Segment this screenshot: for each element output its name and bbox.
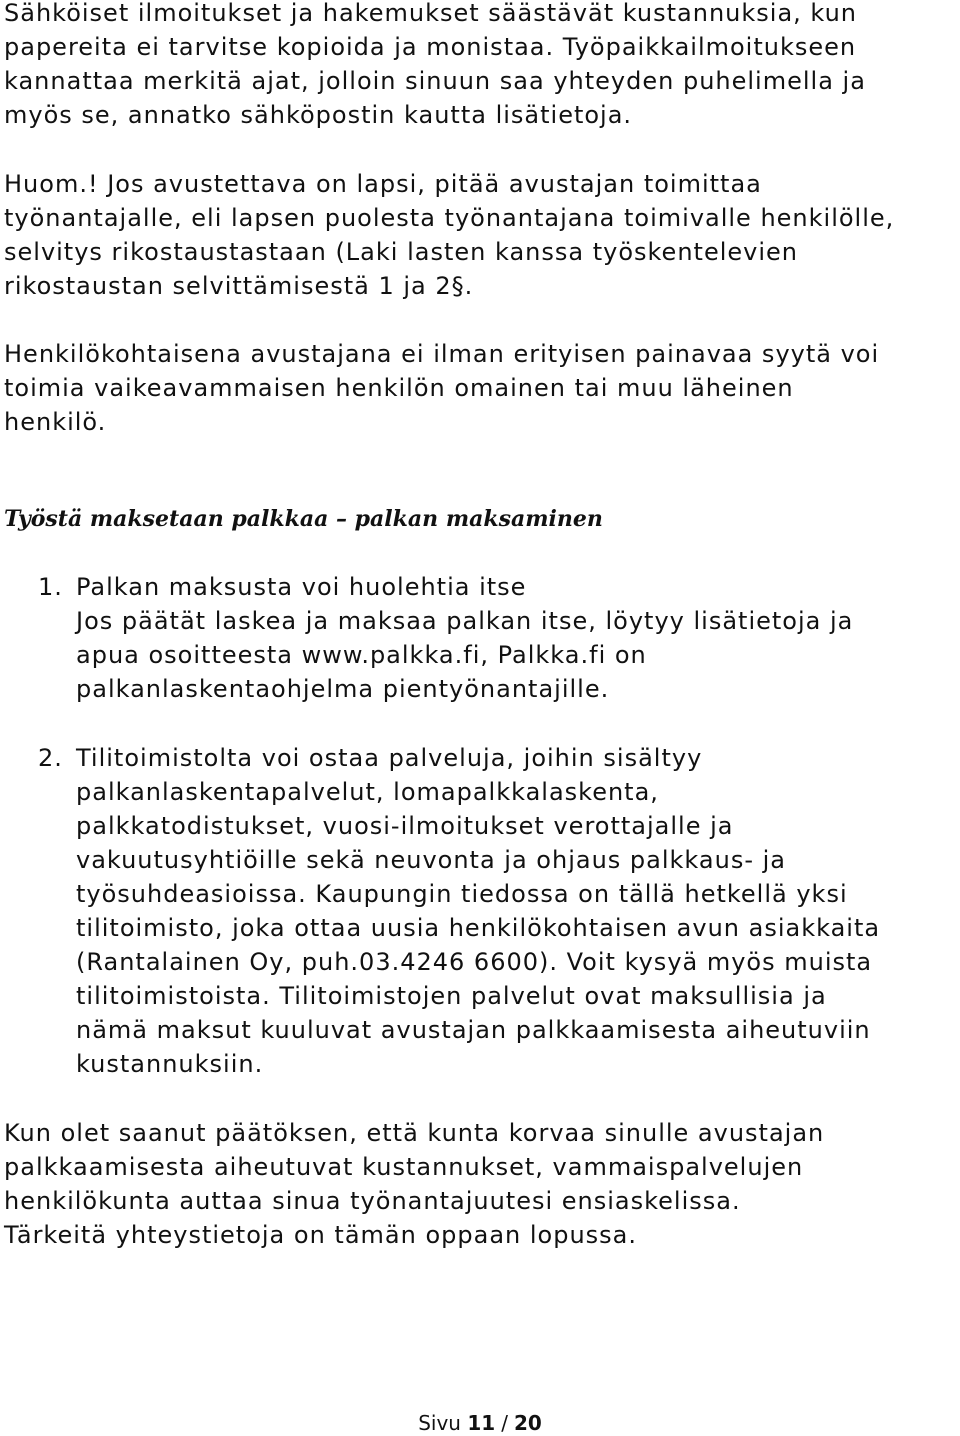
page-separator: /: [501, 1411, 508, 1435]
page-footer: [0, 1410, 960, 1436]
list-item-number: 1.: [38, 573, 63, 601]
list-item-text: Palkan maksusta voi huolehtia itse Jos päätät laskea ja maksaa palkan itse, löytyy lisätietoja ja apua osoitteesta www.palkka.fi, Palkka.fi on palkanlaskentaohjelma pientyönantajille.: [76, 573, 854, 703]
section-heading: Työstä maksetaan palkkaa – palkan maksaminen: [4, 506, 603, 532]
page-label: Sivu: [418, 1411, 461, 1435]
intro-paragraph: Sähköiset ilmoitukset ja hakemukset säästävät kustannuksia, kun papereita ei tarvitse kopioida ja monistaa. Työpaikkailmoitukseen kannattaa merkitä ajat, jolloin sinuun saa yhteyden puhelimella ja myös se, annatko sähköpostin kautta lisätietoja.: [4, 0, 866, 129]
list-item-text: Tilitoimistolta voi ostaa palveluja, joihin sisältyy palkanlaskentapalvelut, lomapalkkalaskenta, palkkatodistukset, vuosi-ilmoitukset verottajalle ja vakuutusyhtiöille sekä neuvonta ja ohjaus palkkaus- ja työsuhdeasioissa. Kaupungin tiedossa on tällä hetkellä yksi tilitoimisto, joka ottaa uusia henkilökohtaisen avun asiakkaita (Rantalainen Oy, puh.03.4246 6600). Voit kysyä myös muista tilitoimistoista. Tilitoimistojen palvelut ovat maksullisia ja nämä maksut kuuluvat avustajan palkkaamisesta aiheutuviin kustannuksiin.: [76, 744, 881, 1078]
note-paragraph: Huom.! Jos avustettava on lapsi, pitää avustajan toimittaa työnantajalle, eli lapsen puolesta työnantajana toimivalle henkilölle, selvitys rikostaustastaan (Laki lasten kanssa työskentelevien rikostaustan selvittämisestä 1 ja 2§.: [4, 170, 895, 300]
closing-paragraph: Kun olet saanut päätöksen, että kunta korvaa sinulle avustajan palkkaamisesta aiheutuvat kustannukset, vammaispalvelujen henkilökunta auttaa sinua työnantajuutesi ensiaskelissa. Tärkeitä yhteystietoja on tämän oppaan lopussa.: [4, 1119, 825, 1249]
relative-paragraph: Henkilökohtaisena avustajana ei ilman erityisen painavaa syytä voi toimia vaikeavammaisen henkilön omainen tai muu läheinen henkilö.: [4, 340, 880, 436]
page-number-current: 11: [467, 1411, 496, 1435]
list-item-number: 2.: [38, 744, 63, 772]
page-number-total: 20: [513, 1411, 542, 1435]
